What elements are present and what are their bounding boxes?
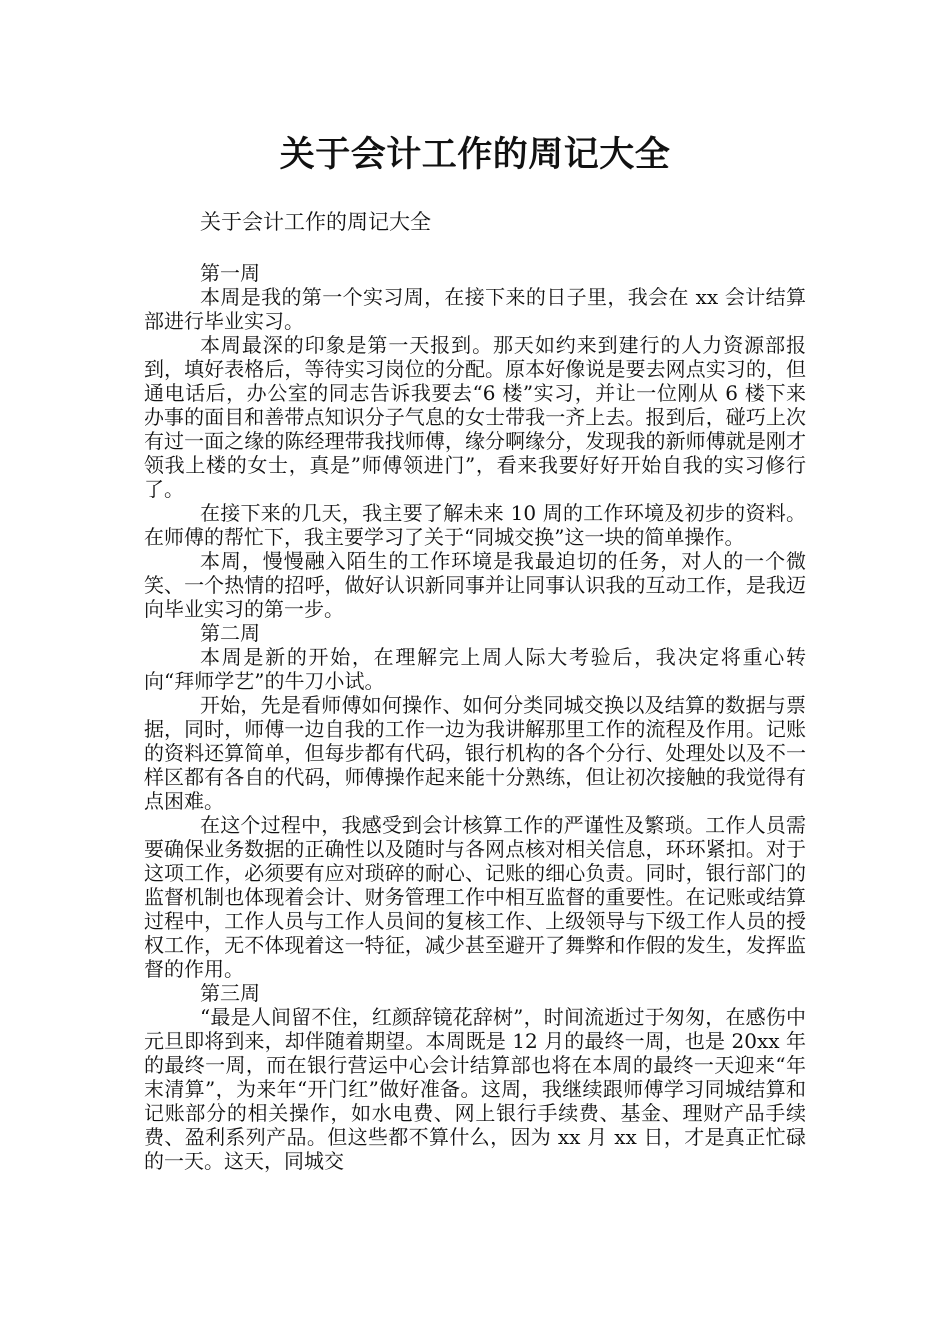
week-heading: 第三周 [200,981,260,1005]
document-page [144,120,806,1173]
paragraph: 本周，慢慢融入陌生的工作环境是我最迫切的任务，对人的一个微笑、一个热情的招呼，做好认识新同事并让同事认识我的互动工作，是我迈向毕业实习的第一步。 [144,549,806,621]
document-body [144,261,806,1173]
paragraph: 本周是我的第一个实习周，在接下来的日子里，我会在 xx 会计结算部进行毕业实习。 [144,285,806,333]
week-heading: 第二周 [200,621,260,645]
paragraph: 开始，先是看师傅如何操作、如何分类同城交换以及结算的数据与票据，同时，师傅一边自我的工作一边为我讲解那里工作的流程及作用。记账的资料还算简单，但每步都有代码，银行机构的各个分行、处理处以及不一样区都有各自的代码，师傅操作起来能十分熟练，但让初次接触的我觉得有点困难。 [144,693,806,813]
paragraph: 本周最深的印象是第一天报到。那天如约来到建行的人力资源部报到，填好表格后，等待实习岗位的分配。原本好像说是要去网点实习的，但通电话后，办公室的同志告诉我要去“6 楼”实习，并让一位刚从 6 楼下来办事的面目和善带点知识分子气息的女士带我一齐上去。报到后，碰巧上次有过一面之缘的陈经理带我找师傅，缘分啊缘分，发现我的新师傅就是刚才领我上楼的女士，真是”师傅领进门”，看来我要好好开始自我的实习修行了。 [144,333,806,501]
paragraph: “最是人间留不住，红颜辞镜花辞树”，时间流逝过于匆匆，在感伤中元旦即将到来，却伴随着期望。本周既是 12 月的最终一周，也是 20xx 年的最终一周，而在银行营运中心会计结算部也将在本周的最终一天迎来“年末清算”，为来年“开门红”做好准备。这周，我继续跟师傅学习同城结算和记账部分的相关操作，如水电费、网上银行手续费、基金、理财产品手续费、盈利系列产品。但这些都不算什么，因为 xx 月 xx 日，才是真正忙碌的一天。这天，同城交 [144,1005,806,1173]
week-heading: 第一周 [200,261,260,285]
document-title: 关于会计工作的周记大全 [279,134,671,175]
paragraph: 在接下来的几天，我主要了解未来 10 周的工作环境及初步的资料。在师傅的帮忙下，我主要学习了关于“同城交换”这一块的简单操作。 [144,501,806,549]
paragraph: 本周是新的开始，在理解完上周人际大考验后，我决定将重心转向“拜师学艺”的牛刀小试。 [144,645,806,693]
document-subtitle: 关于会计工作的周记大全 [200,210,431,234]
paragraph: 在这个过程中，我感受到会计核算工作的严谨性及繁琐。工作人员需要确保业务数据的正确性以及随时与各网点核对相关信息，环环紧扣。对于这项工作，必须要有应对琐碎的耐心、记账的细心负责。同时，银行部门的监督机制也体现着会计、财务管理工作中相互监督的重要性。在记账或结算过程中，工作人员与工作人员间的复核工作、上级领导与下级工作人员的授权工作，无不体现着这一特征，减少甚至避开了舞弊和作假的发生，发挥监督的作用。 [144,813,806,981]
